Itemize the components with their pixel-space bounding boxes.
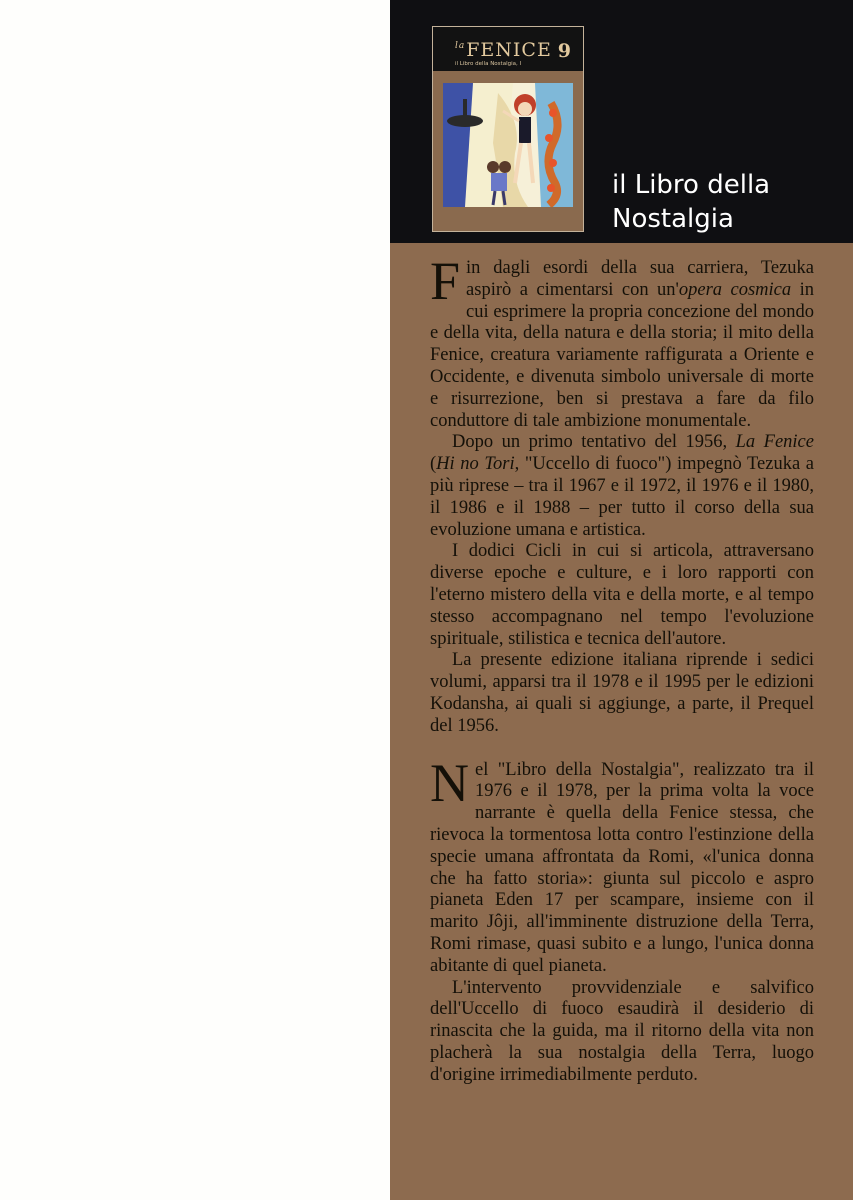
- volume-cover-thumbnail: [432, 26, 584, 232]
- series-prefix: la: [455, 41, 466, 51]
- paragraph-2-text-c: , "Uccello di fuoco") impegnò Tezuka a più riprese – tra il 1967 e il 1972, il 1976 e il 1980, il 1986 e il 1988 – per tutto il corso della sua evoluzione umana e artistica.: [430, 454, 814, 540]
- paragraph-2-italic-title: La Fenice: [735, 432, 814, 453]
- blurb-text: [430, 251, 814, 1086]
- paragraph-5-text: el "Libro della Nostalgia", realizzato tra il 1976 e il 1978, per la prima volta la voce narrante è quella della Fenice stessa, che rievoca la tormentosa lotta contro l'estinzione della specie umana affrontata da Romi, «l'unica donna che ha fatto storia»: giunta sul piccolo e aspro pianeta Eden 17 per scampare, insieme con il marito Jôji, all'imminente distruzione della Terra, Romi rimase, quasi subito e a lungo, l'unica donna abitante di quel pianeta.: [430, 759, 814, 976]
- paragraph-2-text-b: (: [430, 454, 437, 475]
- paragraph-6: L'intervento provvidenziale e salvifico dell'Uccello di fuoco esaudirà il desiderio di rinascita che la guida, ma il ritorno della vita non placherà la sua nostalgia della Terra, luogo d'origine irrimediabilmente perduto.: [430, 977, 814, 1085]
- cover-header: [390, 0, 853, 243]
- book-title-line-2: Nostalgia: [612, 204, 734, 234]
- dropcap-f: F: [430, 251, 461, 311]
- volume-number: 9: [557, 40, 571, 62]
- series-name: FENICE: [466, 39, 552, 61]
- paragraph-1-italic: opera cosmica: [678, 279, 792, 300]
- paragraph-2-text-a: Dopo un primo tentativo del 1956,: [452, 432, 736, 453]
- dropcap-n: N: [430, 752, 469, 813]
- paragraph-2: [430, 432, 814, 541]
- thumbnail-header: [433, 27, 583, 71]
- paragraph-4: La presente edizione italiana riprende i sedici volumi, apparsi tra il 1978 e il 1995 per le edizioni Kodansha, ai quali si aggiunge, a parte, il Prequel del 1956.: [430, 650, 814, 736]
- back-cover-strip: [390, 0, 853, 1200]
- paragraph-1-text-b: in cui esprimere la propria concezione del mondo e della vita, della natura e della storia; il mito della Fenice, creatura variamente raffigurata a Oriente e Occidente, e divenuta simbolo universale di morte e risurrezione, ben si prestava a fare da filo conduttore di tale ambizione monumentale.: [430, 279, 814, 431]
- series-logo: [455, 39, 552, 61]
- book-title: [612, 168, 842, 236]
- paragraph-2-italic-original: Hi no Tori: [436, 454, 515, 475]
- book-title-line-1: il Libro della: [612, 170, 771, 200]
- blank-left-page: [0, 0, 390, 1200]
- paragraph-1: [430, 251, 814, 432]
- paragraph-3: I dodici Cicli in cui si articola, attraversano diverse epoche e culture, e i loro rapporti con l'eterno mistero della vita e della morte, e al tempo stesso accompagnano nel tempo l'evoluzione spirituale, stilistica e tecnica dell'autore.: [430, 541, 814, 649]
- manga-illustration-icon: [443, 83, 573, 207]
- paragraph-1-text-a: in dagli esordi della sua carriera, Tezuka aspirò a cimentarsi con un': [466, 258, 814, 300]
- paragraph-5: [430, 752, 814, 978]
- thumbnail-subtitle: il Libro della Nostalgia, I: [455, 61, 522, 67]
- cover-illustration: [443, 83, 573, 207]
